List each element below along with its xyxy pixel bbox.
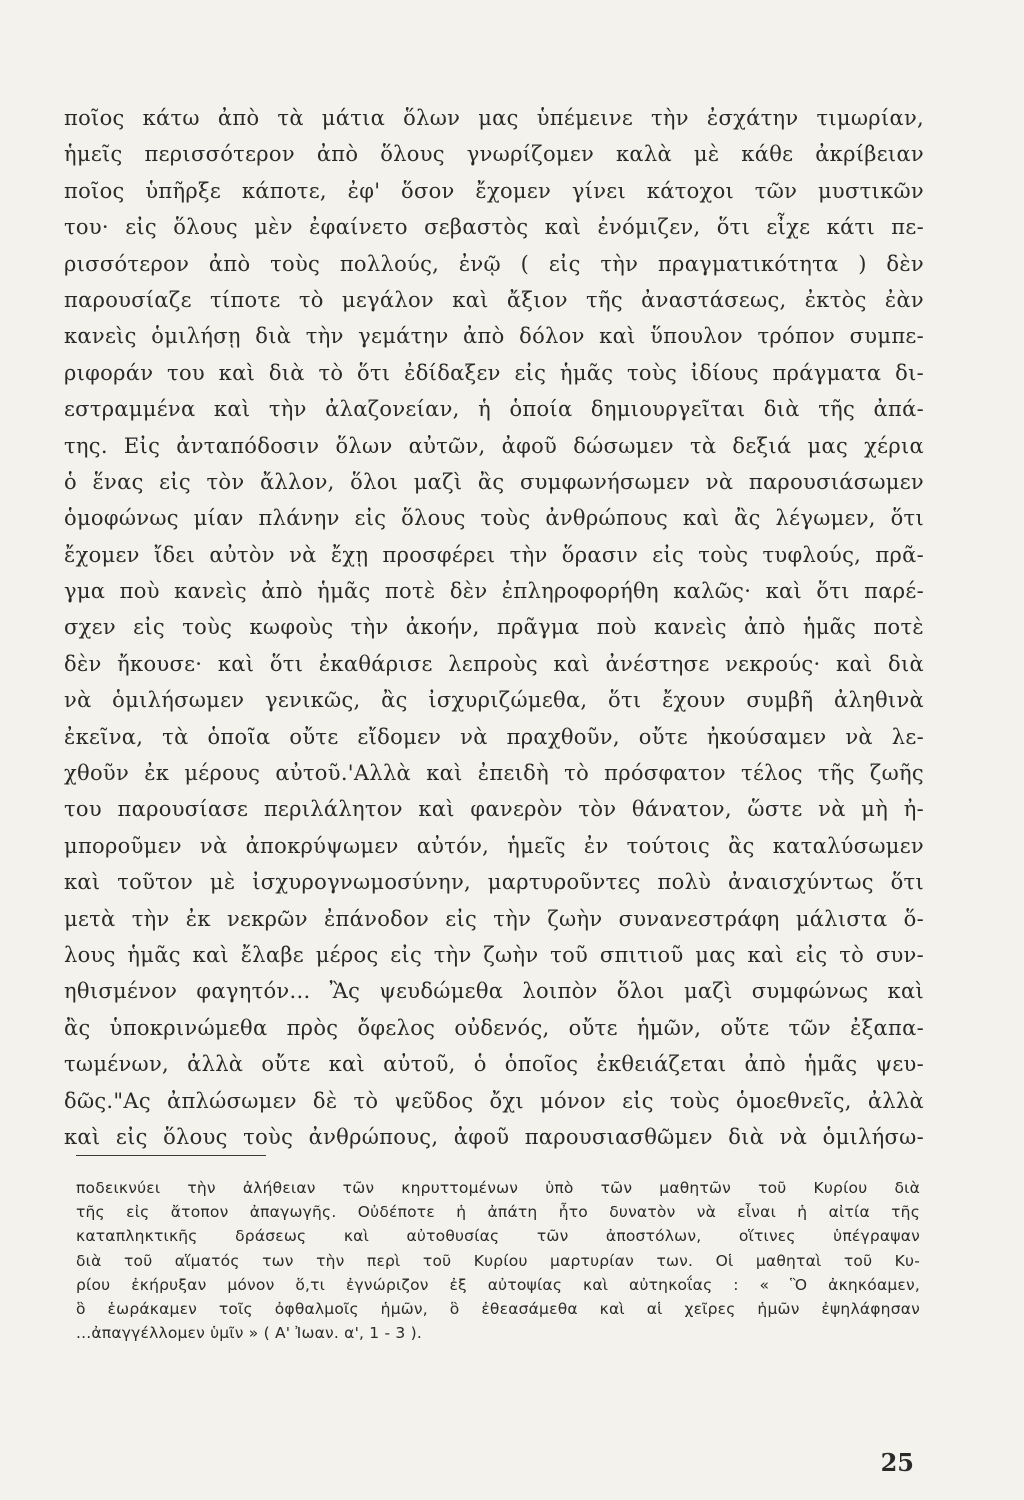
text-line: ἐκεῖνα, τὰ ὁποῖα οὔτε εἴδομεν νὰ πραχθοῦν, οὔτε ἠκούσαμεν νὰ λε- [64,724,924,749]
footnote-line: ποδεικνύει τὴν ἀλήθειαν τῶν κηρυττομένων ὑπὸ τῶν μαθητῶν τοῦ Κυρίου διὰ [76,1179,920,1197]
text-line: ποῖος ὑπῆρξε κάποτε, ἐφ' ὅσον ἔχομεν γίνει κάτοχοι τῶν μυστικῶν [64,178,924,203]
text-line: μποροῦμεν νὰ ἀποκρύψωμεν αὐτόν, ἡμεῖς ἐν τούτοις ἂς καταλύσωμεν [64,833,924,858]
text-line: ρισσότερον ἀπὸ τοὺς πολλούς, ἐνῷ ( εἰς τὴν πραγματικότητα ) δὲν [64,251,924,276]
text-line: καὶ τοῦτον μὲ ἰσχυρογνωμοσύνην, μαρτυροῦντες πολὺ ἀναισχύντως ὅτι [64,870,924,895]
footnote-line: ...ἀπαγγέλλομεν ὑμῖν » ( Α' Ἰωαν. α', 1 - 3 ). [76,1324,422,1343]
text-line: του παρουσίασε περιλάλητον καὶ φανερὸν τὸν θάνατον, ὥστε νὰ μὴ ἠ- [64,797,924,822]
footnote-line: διὰ τοῦ αἵματός των τὴν περὶ τοῦ Κυρίου μαρτυρίαν των. Οἱ μαθηταὶ τοῦ Κυ- [76,1251,920,1270]
footnote-line: τῆς εἰς ἄτοπον ἀπαγωγῆς. Οὐδέποτε ἡ ἀπάτη ἦτο δυνατὸν νὰ εἶναι ἡ αἰτία τῆς [76,1203,920,1222]
text-line: νὰ ὁμιλήσωμεν γενικῶς, ἂς ἰσχυριζώμεθα, ὅτι ἔχουν συμβῆ ἀληθινὰ [64,688,924,713]
footnote-line: ὃ ἑωράκαμεν τοῖς ὀφθαλμοῖς ἡμῶν, ὃ ἐθεασάμεθα καὶ αἱ χεῖρες ἡμῶν ἐψηλάφησαν [76,1299,920,1318]
text-line: ποῖος κάτω ἀπὸ τὰ μάτια ὅλων μας ὑπέμεινε τὴν ἐσχάτην τιμωρίαν, [64,106,924,130]
main-text-block [64,100,924,1155]
footnote-separator [76,1155,266,1156]
text-line: δὲν ἤκουσε· καὶ ὅτι ἐκαθάρισε λεπροὺς καὶ ἀνέστησε νεκρούς· καὶ διὰ [64,651,924,676]
text-line: ὁ ἕνας εἰς τὸν ἄλλον, ὅλοι μαζὶ ἂς συμφωνήσωμεν νὰ παρουσιάσωμεν [64,469,924,494]
text-line: κανεὶς ὁμιλήσῃ διὰ τὴν γεμάτην ἀπὸ δόλον καὶ ὕπουλον τρόπον συμπε- [64,324,924,349]
text-line: λους ἡμᾶς καὶ ἔλαβε μέρος εἰς τὴν ζωὴν τοῦ σπιτιοῦ μας καὶ εἰς τὸ συν- [64,942,924,967]
text-line: γμα ποὺ κανεὶς ἀπὸ ἡμᾶς ποτὲ δὲν ἐπληροφορήθη καλῶς· καὶ ὅτι παρέ- [64,579,924,604]
page-number: 25 [880,1448,914,1477]
text-line: εστραμμένα καὶ τὴν ἀλαζονείαν, ἡ ὁποία δημιουργεῖται διὰ τῆς ἀπά- [64,397,924,422]
text-line: καὶ εἰς ὅλους τοὺς ἀνθρώπους, ἀφοῦ παρουσιασθῶμεν διὰ νὰ ὁμιλήσω- [64,1124,924,1149]
footnote-line: καταπληκτικῆς δράσεως καὶ αὐτοθυσίας τῶν ἀποστόλων, οἵτινες ὑπέγραψαν [76,1227,920,1246]
text-line: παρουσίαζε τίποτε τὸ μεγάλον καὶ ἄξιον τῆς ἀναστάσεως, ἐκτὸς ἐὰν [64,287,924,312]
text-line: μετὰ τὴν ἐκ νεκρῶν ἐπάνοδον εἰς τὴν ζωὴν συνανεστράφη μάλιστα ὅ- [64,906,924,931]
text-line: τωμένων, ἀλλὰ οὔτε καὶ αὐτοῦ, ὁ ὁποῖος ἐκθειάζεται ἀπὸ ἡμᾶς ψευ- [64,1052,924,1077]
text-line: ριφοράν του καὶ διὰ τὸ ὅτι ἐδίδαξεν εἰς ἡμᾶς τοὺς ἰδίους πράγματα δι- [64,360,924,385]
text-line: ἡμεῖς περισσότερον ἀπὸ ὅλους γνωρίζομεν καλὰ μὲ κάθε ἀκρίβειαν [64,142,924,167]
text-line: ηθισμένον φαγητόν... Ἂς ψευδώμεθα λοιπὸν ὅλοι μαζὶ συμφώνως καὶ [64,979,924,1004]
text-line: του· εἰς ὅλους μὲν ἐφαίνετο σεβαστὸς καὶ ἐνόμιζεν, ὅτι εἶχε κάτι πε- [64,215,924,240]
text-line: δῶς."Ας ἀπλώσωμεν δὲ τὸ ψεῦδος ὄχι μόνον εἰς τοὺς ὁμοεθνεῖς, ἀλλὰ [64,1088,924,1113]
text-line: ἔχομεν ἴδει αὐτὸν νὰ ἔχῃ προσφέρει τὴν ὅρασιν εἰς τοὺς τυφλούς, πρᾶ- [64,542,924,567]
footnote-block [76,1176,920,1345]
text-line: σχεν εἰς τοὺς κωφοὺς τὴν ἀκοήν, πρᾶγμα ποὺ κανεὶς ἀπὸ ἡμᾶς ποτὲ [64,615,924,640]
text-line: χθοῦν ἐκ μέρους αὐτοῦ.'Αλλὰ καὶ ἐπειδὴ τὸ πρόσφατον τέλος τῆς ζωῆς [64,761,924,786]
text-line: ἂς ὑποκρινώμεθα πρὸς ὄφελος οὐδενός, οὔτε ἡμῶν, οὔτε τῶν ἐξαπα- [64,1015,924,1040]
text-line: της. Εἰς ἀνταπόδοσιν ὅλων αὐτῶν, ἀφοῦ δώσωμεν τὰ δεξιά μας χέρια [64,433,924,458]
footnote-line: ρίου ἐκήρυξαν μόνον ὅ,τι ἐγνώριζον ἐξ αὐτοψίας καὶ αὐτηκοΐας : « Ὃ ἀκηκόαμεν, [76,1275,920,1294]
text-line: ὁμοφώνως μίαν πλάνην εἰς ὅλους τοὺς ἀνθρώπους καὶ ἂς λέγωμεν, ὅτι [64,506,924,531]
